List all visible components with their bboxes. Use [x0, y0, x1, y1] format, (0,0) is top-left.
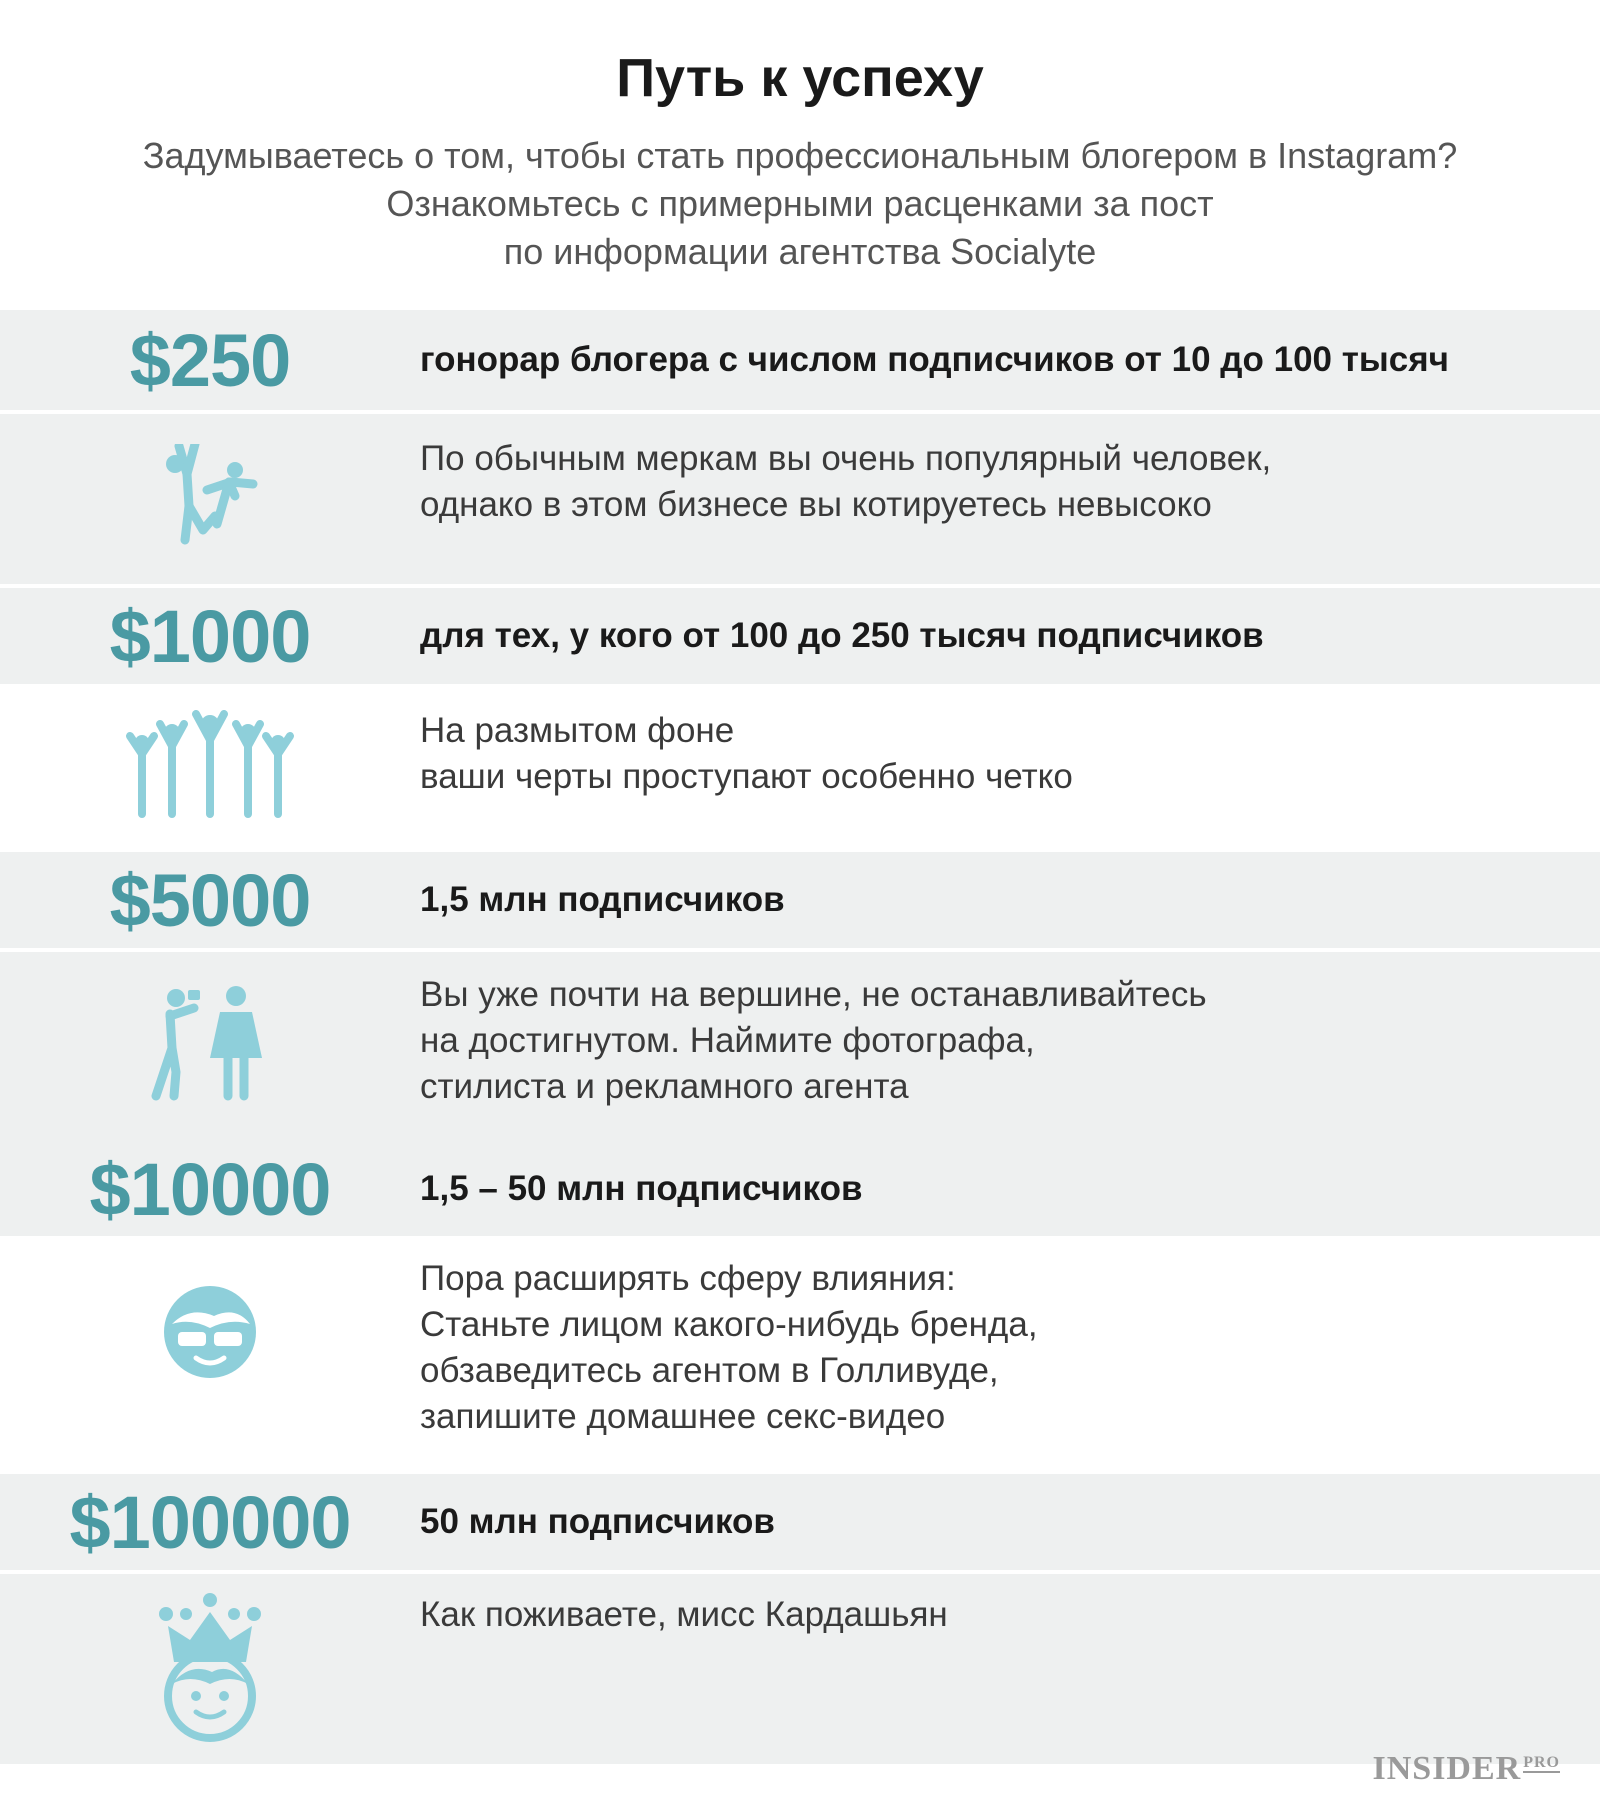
tier-price: $250	[129, 318, 291, 402]
description-line: стилиста и рекламного агента	[420, 1067, 909, 1106]
description-line: Станьте лицом какого-нибудь бренда,	[420, 1305, 1038, 1344]
description-line: на достигнутом. Наймите фотографа,	[420, 1021, 1035, 1060]
tier-description	[420, 688, 1073, 800]
tier-price: $10000	[89, 1147, 331, 1231]
subtitle-line: по информации агентства Socialyte	[503, 231, 1097, 272]
tier-description	[420, 952, 1207, 1110]
tier-summary: 50 млн подписчиков	[420, 1502, 775, 1541]
tier-detail-row	[0, 952, 1600, 1142]
tier-detail-row	[0, 688, 1600, 852]
sunglasses-face-icon	[0, 1240, 420, 1384]
insider-pro-logo	[1373, 1750, 1561, 1788]
tier-detail-row	[0, 1240, 1600, 1474]
tier-summary: 1,5 – 50 млн подписчиков	[420, 1169, 863, 1208]
header	[0, 0, 1600, 310]
description-line: На размытом фоне	[420, 711, 735, 750]
tier-summary: 1,5 млн подписчиков	[420, 880, 785, 919]
description-line: Как поживаете, мисс Кардашьян	[420, 1595, 948, 1634]
logo-suffix: PRO	[1523, 1754, 1560, 1771]
description-line: По обычным меркам вы очень популярный человек,	[420, 439, 1272, 478]
tier-summary: гонорар блогера с числом подписчиков от 10 до 100 тысяч	[420, 340, 1449, 379]
dancers-icon	[0, 414, 420, 554]
tier-description	[420, 414, 1271, 528]
tier-summary: для тех, у кого от 100 до 250 тысяч подписчиков	[420, 616, 1264, 655]
crowned-face-icon	[0, 1574, 420, 1742]
tier-detail-row	[0, 1574, 1600, 1764]
tier-price-row	[0, 852, 1600, 952]
subtitle-line: Ознакомьтесь с примерными расценками за пост	[386, 183, 1214, 224]
description-line: ваши черты проступают особенно четко	[420, 757, 1073, 796]
tier-price: $5000	[109, 858, 311, 942]
description-line: Пора расширять сферу влияния:	[420, 1259, 956, 1298]
logo-main: INSIDER	[1372, 1750, 1522, 1787]
tier-description	[420, 1240, 1038, 1440]
tier-price-row	[0, 1142, 1600, 1240]
tier-price-row	[0, 310, 1600, 414]
tier-price-row	[0, 588, 1600, 688]
tier-description	[420, 1574, 948, 1638]
description-line: запишите домашнее секс-видео	[420, 1397, 946, 1436]
crowd-icon	[0, 688, 420, 820]
photographer-icon	[0, 952, 420, 1101]
tier-price: $100000	[69, 1480, 351, 1564]
description-line: обзаведитесь агентом в Голливуде,	[420, 1351, 999, 1390]
tier-price-row	[0, 1474, 1600, 1574]
tier-price: $1000	[109, 594, 311, 678]
description-line: однако в этом бизнесе вы котируетесь невысоко	[420, 485, 1212, 524]
subtitle	[0, 132, 1600, 276]
tier-detail-row	[0, 414, 1600, 584]
subtitle-line: Задумываетесь о том, чтобы стать профессиональным блогером в Instagram?	[142, 135, 1458, 176]
page-title: Путь к успеху	[616, 48, 984, 108]
description-line: Вы уже почти на вершине, не останавливайтесь	[420, 975, 1207, 1014]
